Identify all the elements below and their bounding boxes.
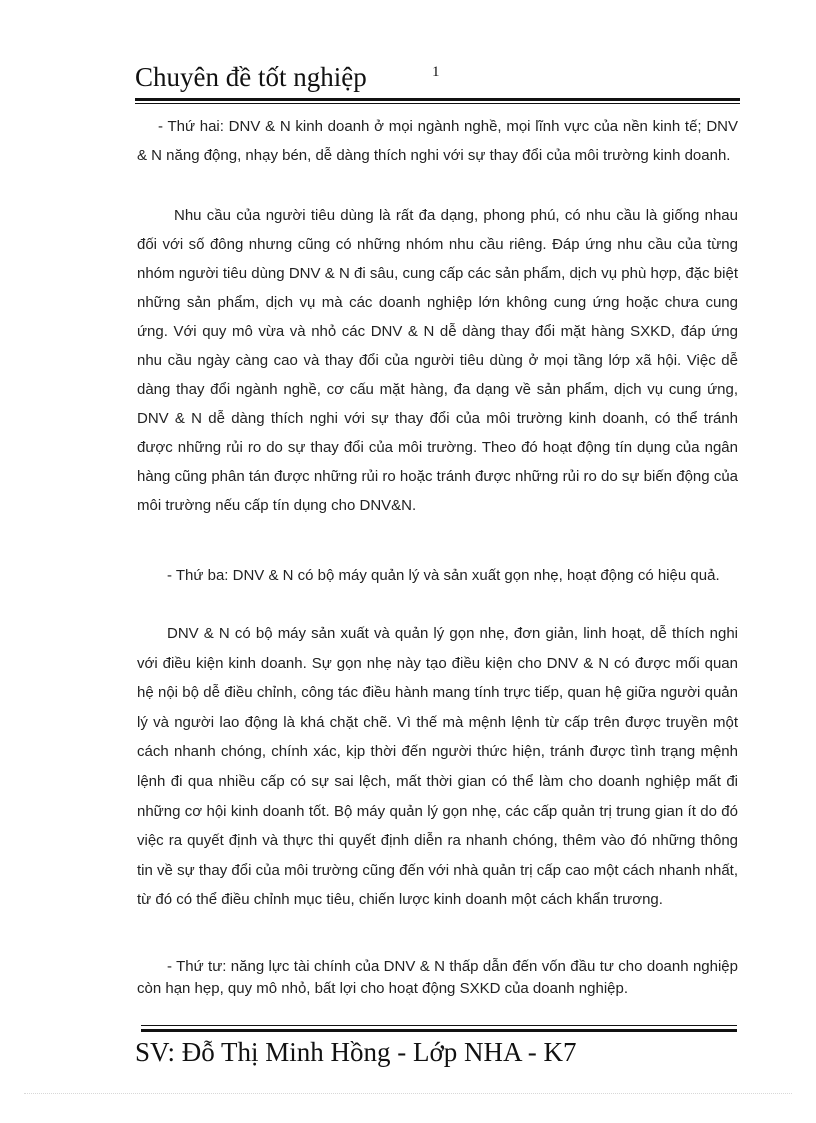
paragraph-text: DNV & N có bộ máy sản xuất và quản lý gọn nhẹ, đơn giản, linh hoạt, dễ thích nghi với điều kiện kinh doanh. Sự gọn nhẹ này tạo điều kiện cho DNV & N có được mối quan hệ nội bộ dễ điều chỉnh, công tác điều hành mang tính trực tiếp, quan hệ giữa người quản lý và người lao động là khá chặt chẽ. Vì thế mà mệnh lệnh từ cấp trên được truyền một cách nhanh chóng, chính xác, kịp thời đến người thức hiện, tránh được tình trạng mệnh lệnh đi qua nhiều cấp có sự sai lệch, mất thời gian có thể làm cho doanh nghiệp mất đi những cơ hội kinh doanh tốt. Bộ máy quản lý gọn nhẹ, các cấp quản trị trung gian ít do đó việc ra quyết định và thực thi quyết định diễn ra nhanh chóng, thêm vào đó những thông tin về sự thay đổi của môi trường cũng đến với nhà quản trị cấp cao một cách nhanh nhất, từ đó có thể điều chỉnh mục tiêu, chiến lược kinh doanh một cách khẩn trương.	[137, 625, 738, 909]
paragraph-thu-ba	[137, 561, 738, 590]
paragraph-text: Nhu cầu của người tiêu dùng là rất đa dạng, phong phú, có nhu cầu là giống nhau đối với số đông nhưng cũng có những nhóm nhu cầu riêng. Đáp ứng nhu cầu của từng nhóm người tiêu dùng DNV & N đi sâu, cung cấp các sản phẩm, dịch vụ phù hợp, đặc biệt những sản phẩm, dịch vụ mà các doanh nghiệp lớn không cung ứng hoặc chưa cung ứng. Với quy mô vừa và nhỏ các DNV & N dễ dàng thay đổi mặt hàng SXKD, đáp ứng nhu cầu ngày càng cao và thay đổi của người tiêu dùng ở mọi tầng lớp xã hội. Việc dễ dàng thay đổi ngành nghề, cơ cấu mặt hàng, đa dạng về sản phẩm, dịch vụ cung ứng, DNV & N dễ dàng thích nghi với sự thay đổi của môi trường kinh doanh, có thể tránh được những rủi ro do sự thay đổi của môi trường. Theo đó hoạt động tín dụng của ngân hàng cũng phân tán được những rủi ro hoặc tránh được những rủi ro do sự biến động của môi trường nếu cấp tín dụng cho DNV&N.	[137, 207, 738, 514]
header-rule-thick	[135, 98, 740, 101]
header-title: Chuyên đề tốt nghiệp	[135, 62, 367, 92]
footer-author: SV: Đỗ Thị Minh Hồng - Lớp NHA - K7	[135, 1037, 577, 1067]
footer-rule-thick	[141, 1029, 737, 1032]
paragraph-nhu-cau	[137, 201, 738, 520]
paragraph-text: - Thứ hai: DNV & N kinh doanh ở mọi ngành nghề, mọi lĩnh vực của nền kinh tế; DNV & N năng động, nhạy bén, dễ dàng thích nghi với sự thay đổi của môi trường kinh doanh.	[137, 118, 738, 164]
paragraph-thu-hai	[137, 112, 738, 170]
paragraph-thu-tu	[137, 956, 738, 1000]
page-number: 1	[432, 64, 440, 80]
page-bottom-divider	[24, 1093, 792, 1094]
paragraph-bo-may	[137, 619, 738, 915]
paragraph-text: - Thứ tư: năng lực tài chính của DNV & N thấp dẫn đến vốn đầu tư cho doanh nghiệp còn hạn hẹp, quy mô nhỏ, bất lợi cho hoạt động SXKD của doanh nghiệp.	[137, 958, 738, 997]
paragraph-text: - Thứ ba: DNV & N có bộ máy quản lý và sản xuất gọn nhẹ, hoạt động có hiệu quả.	[167, 567, 720, 584]
footer-rule-thin	[141, 1025, 737, 1026]
header-rule-thin	[135, 103, 740, 104]
